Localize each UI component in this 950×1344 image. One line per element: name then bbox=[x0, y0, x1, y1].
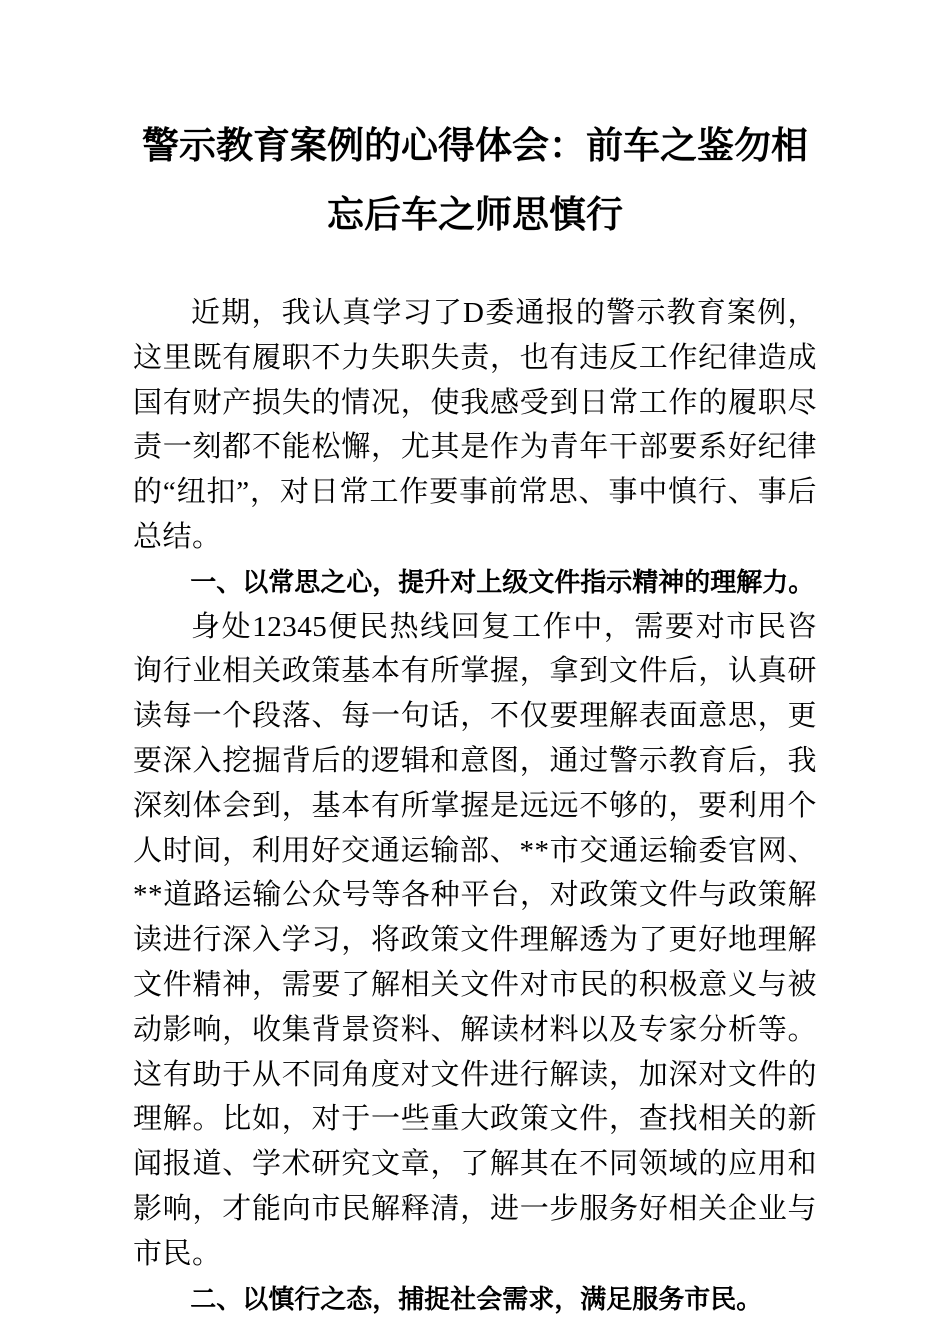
paragraph-section-1-body: 身处12345便民热线回复工作中，需要对市民咨询行业相关政策基本有所掌握，拿到文件后，认真研读每一个段落、每一句话，不仅要理解表面意思，更要深入挖掘背后的逻辑和意图，通过警示教育后，我深刻体会到，基本有所掌握是远远不够的，要利用个人时间，利用好交通运输部、**市交通运输委官网、**道路运输公众号等各种平台，对政策文件与政策解读进行深入学习，将政策文件理解透为了更好地理解文件精神，需要了解相关文件对市民的积极意义与被动影响，收集背景资料、解读材料以及专家分析等。这有助于从不同角度对文件进行解读，加深对文件的理解。比如，对于一些重大政策文件，查找相关的新闻报道、学术研究文章，了解其在不同领域的应用和影响，才能向市民解释清，进一步服务好相关企业与市民。 bbox=[133, 610, 817, 1270]
paragraph-intro: 近期，我认真学习了D委通报的警示教育案例，这里既有履职不力失职失责，也有违反工作纪律造成国有财产损失的情况，使我感受到日常工作的履职尽责一刻都不能松懈，尤其是作为青年干部要系好纪律的“纽扣”，对日常工作要事前常思、事中慎行、事后总结。 bbox=[133, 297, 817, 553]
section-heading-1: 一、以常思之心，提升对上级文件指示精神的理解力。 bbox=[190, 566, 815, 597]
document-title: 警示教育案例的心得体会：前车之鉴勿相忘后车之师思慎行 bbox=[142, 126, 808, 236]
section-heading-2: 二、以慎行之态，捕捉社会需求，满足服务市民。 bbox=[190, 1283, 763, 1314]
